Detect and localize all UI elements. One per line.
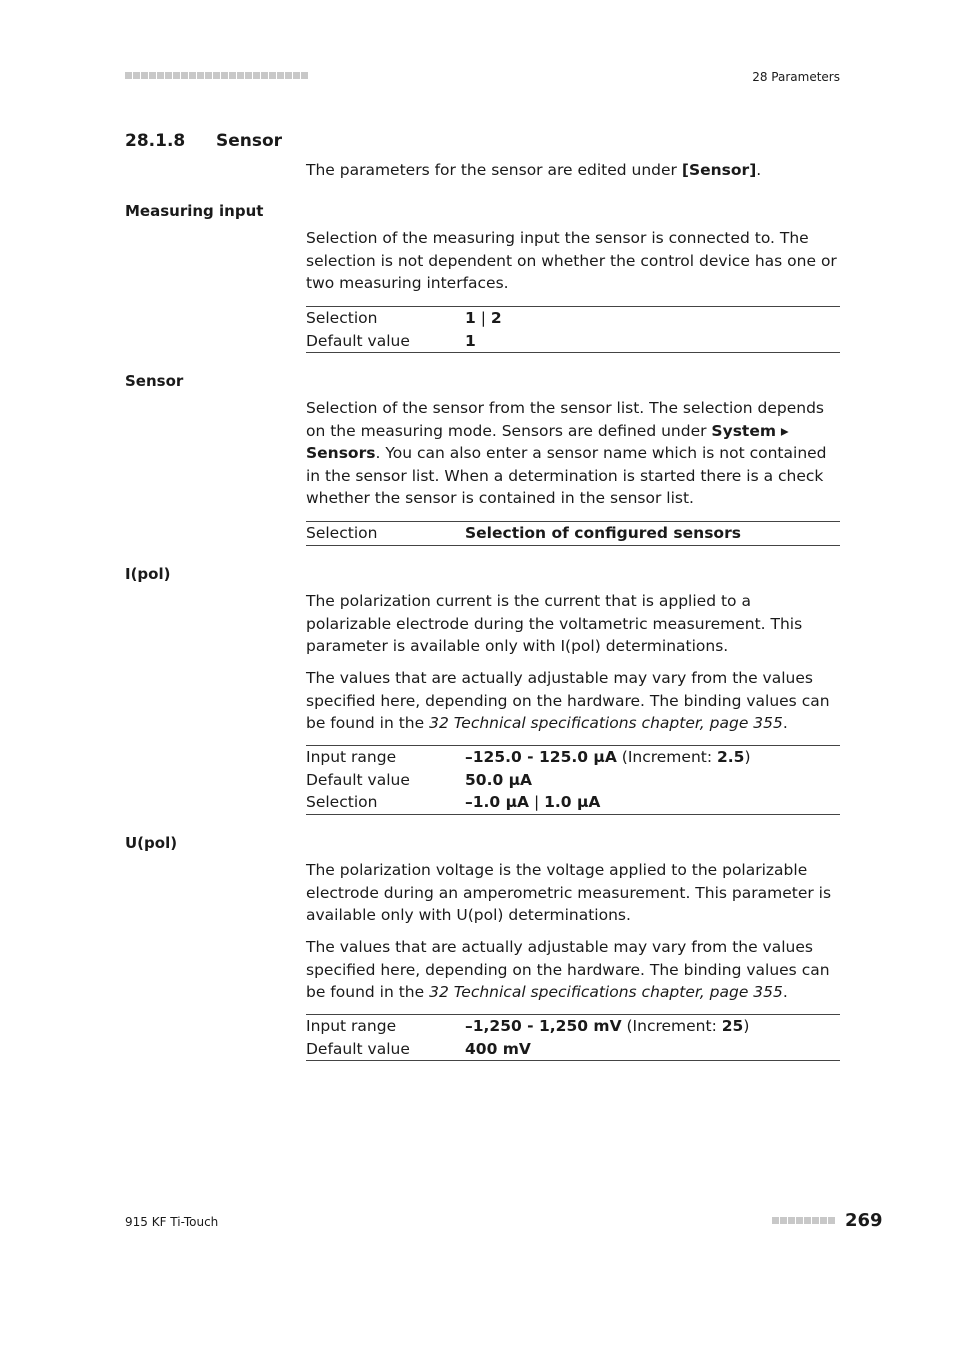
header-decoration bbox=[125, 72, 308, 80]
cross-reference-link: 32 Technical specifications chapter, page 355 bbox=[429, 714, 783, 732]
sensor-description: Selection of the sensor from the sensor list. The selection depends on the measuring mode. Sensors are defined under System ▸ Sensors. You can also enter a sensor name which is not contained in the sensor list. When a determination is started there is a check whether the sensor is contained in the sensor list. bbox=[306, 399, 827, 507]
page-number: 269 bbox=[845, 1210, 883, 1231]
ipol-description: The polarization current is the current that is applied to a polarizable electrode during the voltametric measurement. This parameter is available only with I(pol) determinations. bbox=[306, 592, 803, 655]
arrow-icon: ▸ bbox=[776, 421, 789, 440]
section-name: Sensor bbox=[216, 131, 283, 151]
upol-description: The polarization voltage is the voltage applied to the polarizable electrode during an amperometric measurement. This parameter is available only with U(pol) determinations. bbox=[306, 861, 832, 924]
measuring-input-table bbox=[306, 306, 840, 353]
table-row: Selection –1.0 µA | 1.0 µA bbox=[306, 793, 601, 811]
footer-product: 915 KF Ti-Touch bbox=[125, 1215, 219, 1229]
table-row: Selection Selection of configured sensors bbox=[306, 524, 741, 542]
sensor-table bbox=[306, 521, 840, 546]
table-row: Selection 1 | 2 bbox=[306, 309, 502, 327]
sensor-heading: Sensor bbox=[125, 372, 184, 390]
table-row: Input range –125.0 - 125.0 µA (Increment: 2.5) bbox=[306, 748, 751, 766]
measuring-input-description: Selection of the measuring input the sensor is connected to. The selection is not dependent on whether the control device has one or two measuring interfaces. bbox=[306, 229, 837, 292]
upol-note: The values that are actually adjustable may vary from the values specified here, depending on the hardware. The binding values can be found in the 32 Technical specifications chapter, page 355. bbox=[306, 938, 830, 1001]
section-title bbox=[125, 131, 282, 151]
table-row: Default value 400 mV bbox=[306, 1039, 531, 1058]
table-row: Input range –1,250 - 1,250 mV (Increment: 25) bbox=[306, 1017, 750, 1035]
ipol-table bbox=[306, 745, 840, 815]
footer-decoration bbox=[772, 1217, 835, 1225]
header-chapter: 28 Parameters bbox=[752, 70, 840, 84]
upol-heading: U(pol) bbox=[125, 834, 178, 852]
intro-paragraph: The parameters for the sensor are edited under [Sensor]. bbox=[306, 161, 762, 179]
table-row: Default value 50.0 µA bbox=[306, 770, 533, 789]
cross-reference-link: 32 Technical specifications chapter, page 355 bbox=[429, 983, 783, 1001]
upol-table bbox=[306, 1014, 840, 1061]
ipol-heading: I(pol) bbox=[125, 565, 171, 583]
menu-reference: [Sensor] bbox=[681, 161, 757, 179]
measuring-input-heading: Measuring input bbox=[125, 202, 264, 220]
table-row: Default value 1 bbox=[306, 331, 476, 350]
ipol-note: The values that are actually adjustable may vary from the values specified here, depending on the hardware. The binding values can be found in the 32 Technical specifications chapter, page 355. bbox=[306, 669, 830, 732]
section-number: 28.1.8 bbox=[125, 131, 186, 151]
